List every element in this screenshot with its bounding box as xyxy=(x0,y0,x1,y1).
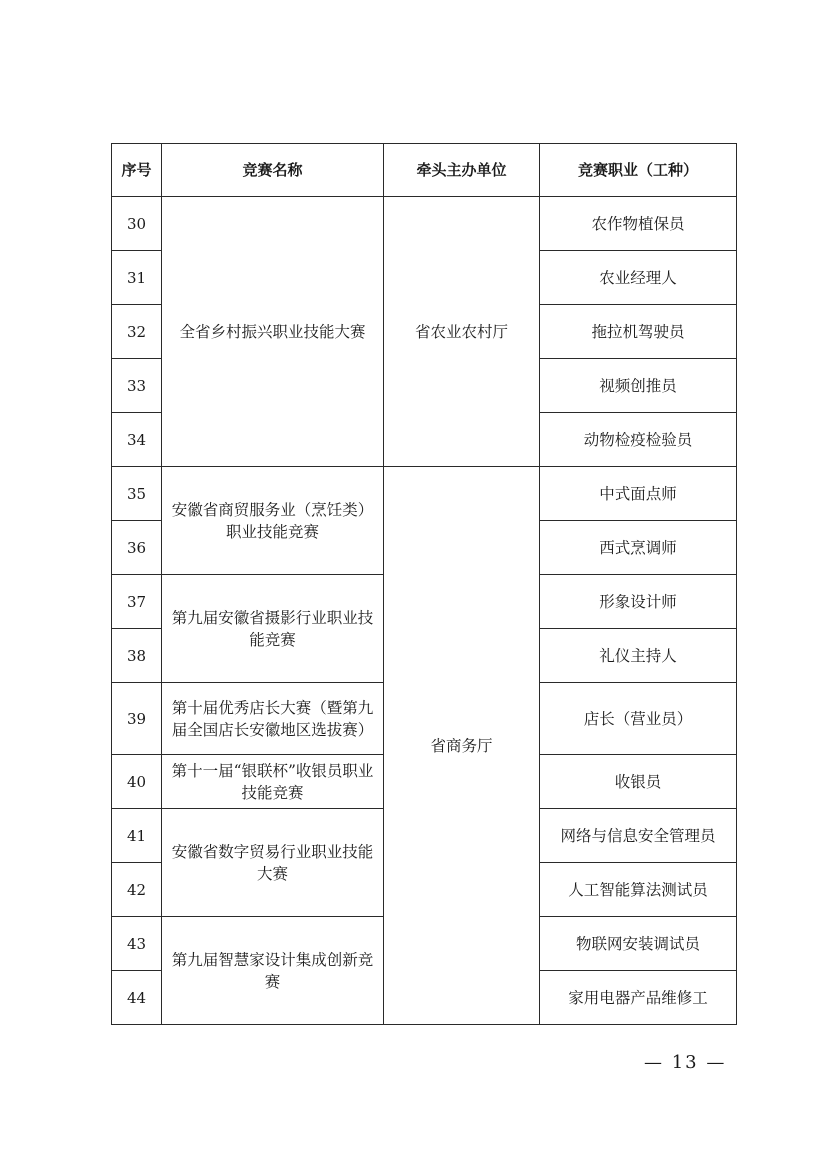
header-organizer: 牵头主办单位 xyxy=(384,144,540,197)
header-occupation: 竞赛职业（工种） xyxy=(540,144,737,197)
row-number: 41 xyxy=(112,809,162,863)
occupation: 拖拉机驾驶员 xyxy=(540,305,737,359)
row-number: 39 xyxy=(112,683,162,755)
row-number: 34 xyxy=(112,413,162,467)
competition-name: 第九届智慧家设计集成创新竞赛 xyxy=(162,917,384,1025)
table-row xyxy=(112,197,737,251)
occupation: 礼仪主持人 xyxy=(540,629,737,683)
row-number: 31 xyxy=(112,251,162,305)
row-number: 36 xyxy=(112,521,162,575)
header-competition-name: 竞赛名称 xyxy=(162,144,384,197)
row-number: 40 xyxy=(112,755,162,809)
table-row xyxy=(112,467,737,521)
occupation: 人工智能算法测试员 xyxy=(540,863,737,917)
occupation: 网络与信息安全管理员 xyxy=(540,809,737,863)
competition-name: 安徽省商贸服务业（烹饪类）职业技能竞赛 xyxy=(162,467,384,575)
occupation: 西式烹调师 xyxy=(540,521,737,575)
row-number: 33 xyxy=(112,359,162,413)
organizer: 省商务厅 xyxy=(384,467,540,1025)
competition-name: 第十一届“银联杯”收银员职业技能竞赛 xyxy=(162,755,384,809)
occupation: 收银员 xyxy=(540,755,737,809)
row-number: 42 xyxy=(112,863,162,917)
competition-name: 第九届安徽省摄影行业职业技能竞赛 xyxy=(162,575,384,683)
competition-name: 第十届优秀店长大赛（暨第九届全国店长安徽地区选拔赛） xyxy=(162,683,384,755)
competition-name: 安徽省数字贸易行业职业技能大赛 xyxy=(162,809,384,917)
page-number: — 13 — xyxy=(644,1052,727,1073)
organizer: 省农业农村厅 xyxy=(384,197,540,467)
occupation: 形象设计师 xyxy=(540,575,737,629)
header-row xyxy=(112,144,737,197)
row-number: 43 xyxy=(112,917,162,971)
row-number: 35 xyxy=(112,467,162,521)
occupation: 动物检疫检验员 xyxy=(540,413,737,467)
occupation: 视频创推员 xyxy=(540,359,737,413)
competition-table xyxy=(111,143,737,1025)
row-number: 44 xyxy=(112,971,162,1025)
row-number: 30 xyxy=(112,197,162,251)
occupation: 中式面点师 xyxy=(540,467,737,521)
row-number: 32 xyxy=(112,305,162,359)
row-number: 37 xyxy=(112,575,162,629)
occupation: 物联网安装调试员 xyxy=(540,917,737,971)
competition-name: 全省乡村振兴职业技能大赛 xyxy=(162,197,384,467)
occupation: 农作物植保员 xyxy=(540,197,737,251)
occupation: 店长（营业员） xyxy=(540,683,737,755)
occupation: 农业经理人 xyxy=(540,251,737,305)
row-number: 38 xyxy=(112,629,162,683)
header-index: 序号 xyxy=(112,144,162,197)
occupation: 家用电器产品维修工 xyxy=(540,971,737,1025)
